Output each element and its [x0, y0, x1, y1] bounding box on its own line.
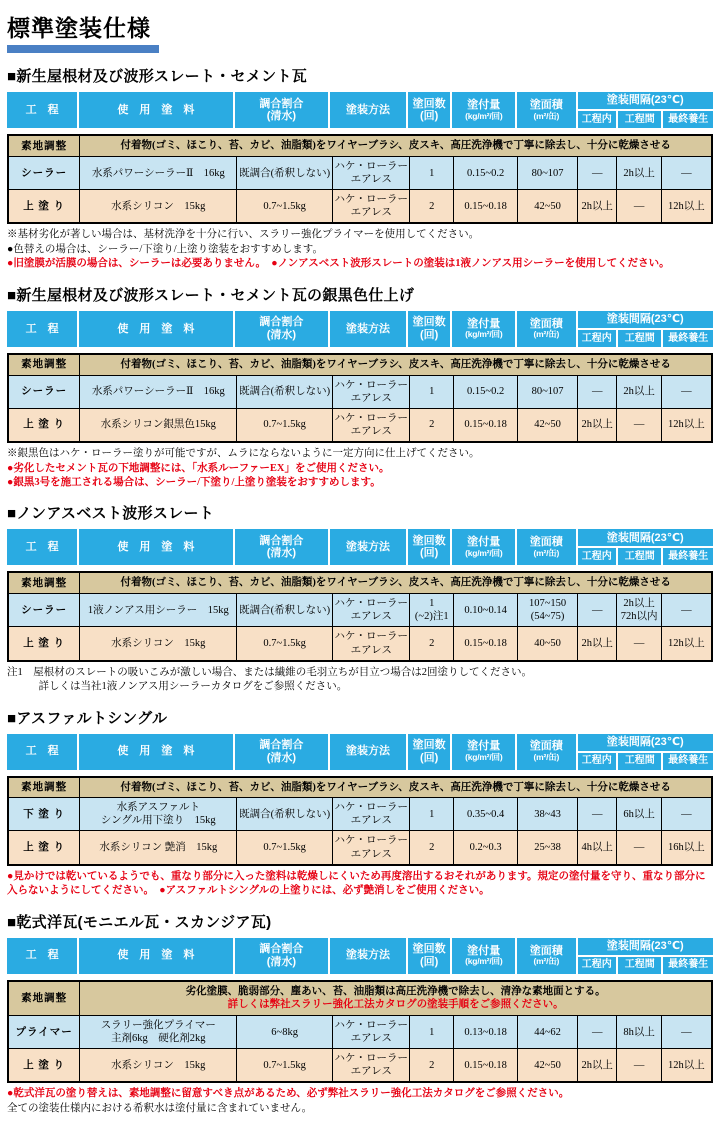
header-line: 塗付量 — [467, 536, 501, 549]
spec-section-3 — [7, 502, 713, 694]
spec-table-row — [8, 1015, 712, 1048]
body-tbody — [8, 981, 712, 1083]
spec-cell: 0.10~0.14 — [454, 594, 518, 627]
spec-body-table — [7, 776, 713, 866]
header-line: 使 用 塗 料 — [117, 745, 195, 758]
spec-header-table — [5, 936, 715, 976]
spec-cell: 1 — [410, 798, 454, 831]
header-line: 調合割合 — [259, 316, 304, 329]
header-row-main — [7, 938, 713, 955]
spec-cell: 水系パワーシーラーⅡ 16kg — [80, 156, 237, 189]
spec-cell: — — [661, 156, 712, 189]
spec-cell: 2h以上 — [577, 1049, 616, 1083]
section-notes — [7, 447, 713, 490]
header-line: 塗回数 — [412, 97, 446, 110]
header-line: (m²/缶) — [533, 752, 560, 763]
header-tbody — [7, 734, 713, 770]
spec-cell: — — [617, 627, 661, 661]
column-header — [517, 311, 575, 347]
spec-cell: 42~50 — [518, 1049, 578, 1083]
header-line: (回) — [420, 547, 439, 560]
process-cell: プライマー — [8, 1015, 80, 1048]
header-line: 使 用 塗 料 — [117, 322, 195, 335]
interval-sub-header: 最終養生 — [663, 111, 713, 128]
column-header — [7, 938, 77, 974]
header-line: 塗装方法 — [346, 949, 390, 962]
spec-cell: 既調合(希釈しない) — [237, 375, 333, 408]
spec-cell: 44~62 — [518, 1015, 578, 1048]
spec-cell: 2h以上 — [617, 375, 661, 408]
header-line: 工 程 — [25, 949, 59, 962]
header-line: 塗装方法 — [346, 745, 390, 758]
spec-cell: — — [661, 798, 712, 831]
interval-sub-header: 工程間 — [618, 957, 661, 974]
header-line: (m²/缶) — [533, 329, 560, 340]
surface-prep-line: 付着物(ゴミ、ほこり、苔、カビ、油脂類)をワイヤーブラシ、皮スキ、高圧洗浄機で丁寧に除去し、十分に乾燥させる — [120, 781, 671, 793]
spec-cell: 水系シリコン 15kg — [80, 627, 237, 661]
spec-table-row — [8, 798, 712, 831]
header-tbody — [7, 529, 713, 565]
header-line: (回) — [420, 110, 439, 123]
column-header — [7, 92, 77, 128]
spec-cell: ハケ・ローラー エアレス — [333, 408, 410, 442]
interval-sub-header: 最終養生 — [663, 957, 713, 974]
column-header — [79, 529, 232, 565]
process-cell: 上 塗 り — [8, 1049, 80, 1083]
spec-cell: 0.35~0.4 — [454, 798, 518, 831]
header-line: 塗装方法 — [346, 541, 390, 554]
header-line: (m²/缶) — [533, 110, 560, 121]
note-line: ●乾式洋瓦の塗り替えは、素地調整に留意すべき点があるため、必ず弊社スラリー強化工法カタログをご参照ください。 — [7, 1088, 570, 1100]
column-header — [517, 529, 575, 565]
spec-cell: 1液ノンアス用シーラー 15kg — [80, 594, 237, 627]
spec-cell: ハケ・ローラー エアレス — [333, 156, 410, 189]
surface-prep-line: 劣化塗膜、脆弱部分、塵あい、苔、油脂類は高圧洗浄機で除去し、清浄な素地面とする。 — [185, 985, 606, 997]
spec-cell: 既調合(希釈しない) — [237, 156, 333, 189]
spec-cell: 2h以上 — [577, 408, 616, 442]
spec-cell: 水系シリコン 艶消 15kg — [80, 831, 237, 865]
header-line: 塗面積 — [529, 944, 563, 957]
column-header — [7, 734, 77, 770]
header-line: 調合割合 — [259, 943, 304, 956]
spec-cell: 12h以上 — [661, 1049, 712, 1083]
spec-cell: 2 — [410, 1049, 454, 1083]
spec-cell: 16h以上 — [661, 831, 712, 865]
spec-cell: 0.7~1.5kg — [237, 831, 333, 865]
surface-prep-line: 付着物(ゴミ、ほこり、苔、カビ、油脂類)をワイヤーブラシ、皮スキ、高圧洗浄機で丁寧に除去し、十分に乾燥させる — [120, 358, 671, 370]
section-notes — [7, 870, 713, 899]
spec-section-2 — [7, 284, 713, 491]
header-line: (m²/缶) — [533, 956, 560, 967]
header-line: 塗回数 — [412, 738, 446, 751]
header-line: (回) — [420, 328, 439, 341]
interval-sub-header: 工程間 — [618, 753, 661, 770]
interval-sub-header: 工程内 — [578, 753, 617, 770]
spec-table-row — [8, 831, 712, 865]
spec-cell: 4h以上 — [577, 831, 616, 865]
header-line: 塗付量 — [467, 944, 501, 957]
spec-cell: 水系シリコン 15kg — [80, 1049, 237, 1083]
surface-prep-label: 素地調整 — [8, 777, 80, 798]
spec-header-table — [5, 527, 715, 567]
header-line: 調合割合 — [259, 97, 304, 110]
spec-cell: 既調合(希釈しない) — [237, 594, 333, 627]
header-line: 塗装方法 — [346, 322, 390, 335]
spec-cell: 2h以上 — [577, 190, 616, 224]
column-header — [79, 734, 232, 770]
body-tbody — [8, 572, 712, 660]
header-line: 塗付量 — [467, 99, 501, 112]
column-header — [452, 311, 515, 347]
surface-prep-line: 付着物(ゴミ、ほこり、苔、カビ、油脂類)をワイヤーブラシ、皮スキ、高圧洗浄機で丁寧に除去し、十分に乾燥させる — [120, 577, 671, 589]
interval-sub-header: 工程間 — [618, 330, 661, 347]
spec-cell: 水系アスファルト シングル用下塗り 15kg — [80, 798, 237, 831]
surface-prep-label: 素地調整 — [8, 572, 80, 593]
surface-prep-row — [8, 981, 712, 1016]
header-line: (清水) — [266, 751, 297, 764]
spec-section-4 — [7, 707, 713, 899]
note-line: 全ての塗装仕様内における希釈水は塗付量に含まれていません。 — [7, 1102, 313, 1114]
spec-cell: 1 — [410, 156, 454, 189]
process-cell: シーラー — [8, 375, 80, 408]
section-notes — [7, 1087, 713, 1116]
spec-table-row — [8, 156, 712, 189]
process-cell: 下 塗 り — [8, 798, 80, 831]
note-line: ※基材劣化が著しい場合は、基材洗浄を十分に行い、スラリー強化プライマーを使用してください。 — [7, 229, 480, 241]
header-line: 使 用 塗 料 — [117, 103, 195, 116]
surface-prep-text — [80, 135, 712, 156]
column-header — [408, 92, 451, 128]
interval-sub-header: 最終養生 — [663, 330, 713, 347]
header-line: (m²/缶) — [533, 547, 560, 558]
spec-cell: 12h以上 — [661, 190, 712, 224]
spec-cell: 40~50 — [518, 627, 578, 661]
spec-cell: 2 — [410, 831, 454, 865]
header-line: 塗面積 — [529, 536, 563, 549]
interval-sub-header: 工程内 — [578, 957, 617, 974]
spec-cell: 1 — [410, 375, 454, 408]
header-line: (kg/m²/回) — [465, 110, 503, 121]
process-cell: 上 塗 り — [8, 831, 80, 865]
spec-cell: 水系シリコン銀黒色15kg — [80, 408, 237, 442]
spec-cell: — — [617, 408, 661, 442]
spec-cell: 0.15~0.18 — [454, 408, 518, 442]
process-cell: シーラー — [8, 594, 80, 627]
header-line: (清水) — [266, 955, 297, 968]
column-header — [408, 734, 451, 770]
spec-cell: ハケ・ローラー エアレス — [333, 594, 410, 627]
spec-cell: 2h以上 — [617, 156, 661, 189]
header-tbody — [7, 92, 713, 128]
column-header — [235, 311, 329, 347]
section-heading: ■新生屋根材及び波形スレート・セメント瓦の銀黒色仕上げ — [7, 286, 415, 304]
spec-cell: 25~38 — [518, 831, 578, 865]
header-line: 使 用 塗 料 — [117, 541, 195, 554]
interval-sub-header: 工程間 — [618, 548, 661, 565]
column-header — [408, 311, 451, 347]
spec-cell: 2 — [410, 408, 454, 442]
spec-cell: ハケ・ローラー エアレス — [333, 831, 410, 865]
interval-sub-header: 工程内 — [578, 330, 617, 347]
column-header — [7, 311, 77, 347]
section-heading: ■ノンアスベスト波形スレート — [7, 505, 215, 523]
surface-prep-row — [8, 777, 712, 798]
interval-group-header: 塗装間隔(23℃) — [578, 938, 713, 955]
header-line: 工 程 — [25, 103, 59, 116]
header-line: (kg/m²/回) — [465, 752, 503, 763]
spec-cell: ハケ・ローラー エアレス — [333, 627, 410, 661]
spec-body-table — [7, 134, 713, 224]
surface-prep-text — [80, 572, 712, 593]
spec-cell: 2h以上 72h以内 — [617, 594, 661, 627]
header-row-main — [7, 734, 713, 751]
column-header — [330, 92, 406, 128]
spec-cell: 既調合(希釈しない) — [237, 798, 333, 831]
note-line: ●劣化したセメント瓦の下地調整には、「水系ルーファーEX」をご使用ください。 — [7, 462, 390, 474]
spec-cell: 6~8kg — [237, 1015, 333, 1048]
spec-header-table — [5, 309, 715, 349]
spec-cell: — — [577, 375, 616, 408]
header-line: (kg/m²/回) — [465, 329, 503, 340]
spec-cell: 0.15~0.18 — [454, 190, 518, 224]
spec-cell: 2h以上 — [577, 627, 616, 661]
spec-cell: 107~150 (54~75) — [518, 594, 578, 627]
page-title: 標準塗装仕様 — [7, 15, 151, 41]
column-header — [408, 529, 451, 565]
spec-cell: 12h以上 — [661, 408, 712, 442]
header-line: 工 程 — [25, 322, 59, 335]
spec-cell: — — [577, 156, 616, 189]
header-line: (清水) — [266, 110, 297, 123]
column-header — [235, 938, 329, 974]
spec-cell: 1 — [410, 1015, 454, 1048]
spec-cell: 0.7~1.5kg — [237, 627, 333, 661]
section-heading: ■アスファルトシングル — [7, 709, 168, 727]
column-header — [79, 92, 232, 128]
column-header — [79, 311, 232, 347]
note-line: ●見かけでは乾いているようでも、重なり部分に入った塗料は乾燥しにくいため再度溶出するおそれがあります。規定の塗付量を守り、重なり部分に入らないようにしてください。 ●アスファルトシングルの上塗りには、必ず艶消しをご使用ください。 — [7, 870, 706, 897]
note-line: ●銀黒3号を施工される場合は、シーラー/下塗り/上塗り塗装をおすすめします。 — [7, 477, 381, 488]
column-header — [452, 734, 515, 770]
interval-group-header: 塗装間隔(23℃) — [578, 92, 713, 109]
spec-cell: — — [661, 375, 712, 408]
surface-prep-label: 素地調整 — [8, 354, 80, 375]
interval-sub-header: 工程内 — [578, 548, 617, 565]
surface-prep-row — [8, 354, 712, 375]
column-header — [452, 529, 515, 565]
column-header — [235, 92, 329, 128]
spec-section-5 — [7, 911, 713, 1117]
header-line: 塗回数 — [412, 316, 446, 329]
spec-cell: 0.2~0.3 — [454, 831, 518, 865]
header-row-main — [7, 311, 713, 328]
spec-cell: ハケ・ローラー エアレス — [333, 375, 410, 408]
spec-cell: 80~107 — [518, 156, 578, 189]
spec-header-table — [5, 90, 715, 130]
surface-prep-row — [8, 135, 712, 156]
spec-cell: 2 — [410, 627, 454, 661]
spec-cell: ハケ・ローラー エアレス — [333, 1015, 410, 1048]
spec-cell: 0.15~0.2 — [454, 375, 518, 408]
header-line: 塗装方法 — [346, 103, 390, 116]
header-line: (回) — [420, 751, 439, 764]
note-line: ●旧塗膜が活膜の場合は、シーラーは必要ありません。 ●ノンアスベスト波形スレートの塗装は1液ノンアス用シーラーを使用してください。 — [7, 258, 670, 270]
header-line: 塗回数 — [412, 534, 446, 547]
spec-cell: 2 — [410, 190, 454, 224]
column-header — [330, 311, 406, 347]
spec-cell: 水系シリコン 15kg — [80, 190, 237, 224]
spec-cell: 0.15~0.18 — [454, 1049, 518, 1083]
header-row-main — [7, 529, 713, 546]
header-row-main — [7, 92, 713, 109]
interval-group-header: 塗装間隔(23℃) — [578, 311, 713, 328]
spec-cell: — — [577, 1015, 616, 1048]
header-line: 塗付量 — [467, 740, 501, 753]
title-underline-bar — [7, 45, 159, 53]
spec-cell: ハケ・ローラー エアレス — [333, 798, 410, 831]
process-cell: 上 塗 り — [8, 627, 80, 661]
spec-cell: 12h以上 — [661, 627, 712, 661]
column-header — [235, 734, 329, 770]
header-tbody — [7, 938, 713, 974]
column-header — [408, 938, 451, 974]
interval-sub-header: 最終養生 — [663, 548, 713, 565]
section-notes — [7, 228, 713, 271]
surface-prep-text — [80, 981, 712, 1016]
header-line: 塗付量 — [467, 317, 501, 330]
header-line: 塗回数 — [412, 943, 446, 956]
interval-sub-header: 工程内 — [578, 111, 617, 128]
spec-cell: ハケ・ローラー エアレス — [333, 190, 410, 224]
header-line: 塗面積 — [529, 99, 563, 112]
surface-prep-text — [80, 777, 712, 798]
column-header — [517, 734, 575, 770]
header-line: 工 程 — [25, 745, 59, 758]
spec-cell: 1 (~2)注1 — [410, 594, 454, 627]
surface-prep-label: 素地調整 — [8, 981, 80, 1016]
column-header — [517, 92, 575, 128]
spec-cell: — — [617, 831, 661, 865]
header-line: (kg/m²/回) — [465, 956, 503, 967]
spec-cell: 38~43 — [518, 798, 578, 831]
spec-table-row — [8, 627, 712, 661]
body-tbody — [8, 354, 712, 442]
header-line: (回) — [420, 955, 439, 968]
spec-cell: — — [661, 1015, 712, 1048]
interval-group-header: 塗装間隔(23℃) — [578, 734, 713, 751]
surface-prep-row — [8, 572, 712, 593]
process-cell: 上 塗 り — [8, 190, 80, 224]
spec-cell: ハケ・ローラー エアレス — [333, 1049, 410, 1083]
surface-prep-line: 詳しくは弊社スラリー強化工法カタログの塗装手順をご参照ください。 — [227, 999, 564, 1011]
spec-cell: 0.15~0.18 — [454, 627, 518, 661]
spec-table-row — [8, 408, 712, 442]
spec-cell: — — [661, 594, 712, 627]
spec-body-table — [7, 980, 713, 1084]
header-line: 塗面積 — [529, 740, 563, 753]
header-line: (清水) — [266, 547, 297, 560]
spec-cell: — — [577, 798, 616, 831]
spec-section-1 — [7, 65, 713, 272]
note-line: ●色替えの場合は、シーラー/下塗り/上塗り塗装をおすすめします。 — [7, 243, 323, 255]
column-header — [452, 92, 515, 128]
column-header — [330, 734, 406, 770]
column-header — [235, 529, 329, 565]
header-tbody — [7, 311, 713, 347]
spec-cell: 42~50 — [518, 190, 578, 224]
header-line: (清水) — [266, 328, 297, 341]
header-line: 調合割合 — [259, 534, 304, 547]
spec-cell: スラリー強化プライマー 主剤6kg 硬化剤2kg — [80, 1015, 237, 1048]
note-line: 詳しくは当社1液ノンアス用シーラーカタログをご参照ください。 — [7, 681, 348, 693]
spec-cell: 0.7~1.5kg — [237, 190, 333, 224]
spec-cell: 0.7~1.5kg — [237, 1049, 333, 1083]
interval-sub-header: 工程間 — [618, 111, 661, 128]
section-notes — [7, 666, 713, 695]
spec-cell: — — [577, 594, 616, 627]
header-line: 工 程 — [25, 541, 59, 554]
process-cell: シーラー — [8, 156, 80, 189]
spec-cell: 水系パワーシーラーⅡ 16kg — [80, 375, 237, 408]
spec-cell: — — [617, 1049, 661, 1083]
column-header — [79, 938, 232, 974]
section-heading: ■乾式洋瓦(モニエル瓦・スカンジア瓦) — [7, 913, 272, 931]
spec-table-row — [8, 190, 712, 224]
header-line: (kg/m²/回) — [465, 547, 503, 558]
spec-table-row — [8, 375, 712, 408]
spec-cell: 8h以上 — [617, 1015, 661, 1048]
sections-container — [7, 65, 713, 1116]
spec-cell: 0.7~1.5kg — [237, 408, 333, 442]
spec-cell: 0.15~0.2 — [454, 156, 518, 189]
body-tbody — [8, 135, 712, 223]
spec-cell: — — [617, 190, 661, 224]
body-tbody — [8, 777, 712, 865]
spec-cell: 42~50 — [518, 408, 578, 442]
column-header — [517, 938, 575, 974]
spec-table-row — [8, 1049, 712, 1083]
column-header — [7, 529, 77, 565]
note-line: ※銀黒色はハケ・ローラー塗りが可能ですが、ムラにならないように一定方向に仕上げてください。 — [7, 448, 480, 460]
spec-cell: 6h以上 — [617, 798, 661, 831]
section-heading: ■新生屋根材及び波形スレート・セメント瓦 — [7, 68, 308, 86]
header-line: 使 用 塗 料 — [117, 949, 195, 962]
column-header — [330, 938, 406, 974]
spec-body-table — [7, 353, 713, 443]
interval-group-header: 塗装間隔(23℃) — [578, 529, 713, 546]
spec-cell: 0.13~0.18 — [454, 1015, 518, 1048]
spec-table-row — [8, 594, 712, 627]
spec-header-table — [5, 732, 715, 772]
surface-prep-line: 付着物(ゴミ、ほこり、苔、カビ、油脂類)をワイヤーブラシ、皮スキ、高圧洗浄機で丁寧に除去し、十分に乾燥させる — [120, 140, 671, 152]
note-line: 注1 屋根材のスレートの吸いこみが激しい場合、または繊維の毛羽立ちが目立つ場合は2回塗りしてください。 — [7, 666, 532, 678]
header-line: 調合割合 — [259, 738, 304, 751]
process-cell: 上 塗 り — [8, 408, 80, 442]
interval-sub-header: 最終養生 — [663, 753, 713, 770]
surface-prep-label: 素地調整 — [8, 135, 80, 156]
column-header — [452, 938, 515, 974]
surface-prep-text — [80, 354, 712, 375]
spec-body-table — [7, 571, 713, 661]
column-header — [330, 529, 406, 565]
spec-cell: 80~107 — [518, 375, 578, 408]
header-line: 塗面積 — [529, 317, 563, 330]
